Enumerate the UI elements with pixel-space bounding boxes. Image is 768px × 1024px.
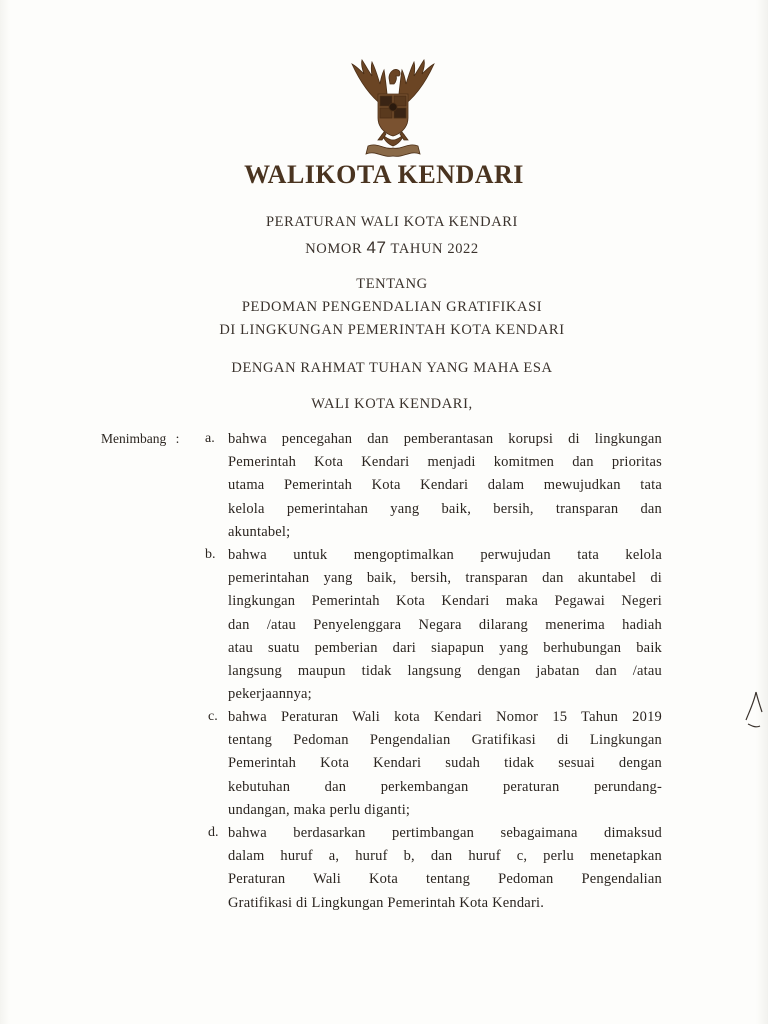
considering-item-line: Peraturan Wali Kota tentang Pedoman Pengendalian [228,871,662,888]
considering-item-line: bahwa Peraturan Wali kota Kendari Nomor 15 Tahun 2019 [228,709,662,725]
considering-item-line: bahwa pencegahan dan pemberantasan korupsi di lingkungan [228,431,662,447]
considering-label [101,431,179,447]
considering-item-line: utama Pemerintah Kota Kendari dalam mewujudkan tata [228,477,662,494]
subject-line-2: DI LINGKUNGAN PEMERINTAH KOTA KENDARI [219,322,565,338]
garuda-emblem-icon [334,56,452,160]
number-suffix: TAHUN 2022 [390,241,479,257]
regulation-title: PERATURAN WALI KOTA KENDARI [265,214,518,230]
considering-item-line: bahwa untuk mengoptimalkan perwujudan tata kelola [228,547,662,563]
considering-item-line: Pemerintah Kota Kendari menjadi komitmen dan prioritas [228,454,662,471]
considering-item-line: pekerjaannya; [228,686,312,703]
considering-item-line: lingkungan Pemerintah Kota Kendari maka Pegawai Negeri [228,593,662,610]
considering-separator: : [175,431,180,446]
paraf-mark-icon [742,690,764,740]
considering-item-letter: b. [205,547,216,562]
authority: WALI KOTA KENDARI, [311,396,473,412]
considering-item-line: dalam huruf a, huruf b, dan huruf c, perlu menetapkan [228,848,662,865]
considering-item-line: akuntabel; [228,523,291,540]
invocation: DENGAN RAHMAT TUHAN YANG MAHA ESA [231,360,553,376]
considering-item-line: dan /atau Penyelenggara Negara dilarang menerima hadiah [228,616,662,633]
considering-item-letter: a. [205,431,215,446]
considering-item-line: kelola pemerintahan yang baik, bersih, transparan dan [228,500,662,517]
considering-item-letter: d. [208,825,219,840]
document-title: WALIKOTA KENDARI [244,160,524,189]
considering-item-line: atau suatu pemberian dari siapapun yang berhubungan baik [228,639,662,656]
considering-item-line: Pemerintah Kota Kendari sudah tidak sesuai dengan [228,755,662,772]
considering-label-text: Menimbang [101,431,167,446]
considering-item-letter: c. [208,709,218,724]
regulation-number-line [8,238,768,258]
considering-item-line: tentang Pedoman Pengendalian Gratifikasi di Lingkungan [228,732,662,749]
about-label: TENTANG [356,276,428,292]
regulation-number: 47 [366,238,387,257]
considering-item-line: Gratifikasi di Lingkungan Pemerintah Kota Kendari. [228,894,545,911]
considering-item-line: langsung maupun tidak langsung dengan jabatan dan /atau [228,663,662,679]
considering-item-line: kebutuhan dan perkembangan peraturan perundang- [228,778,662,795]
number-prefix: NOMOR [305,241,363,257]
considering-item-line: pemerintahan yang baik, bersih, transparan dan akuntabel di [228,570,662,587]
considering-item-line: bahwa berdasarkan pertimbangan sebagaimana dimaksud [228,825,662,841]
considering-item-line: undangan, maka perlu diganti; [228,801,411,818]
subject-line-1: PEDOMAN PENGENDALIAN GRATIFIKASI [241,299,543,315]
